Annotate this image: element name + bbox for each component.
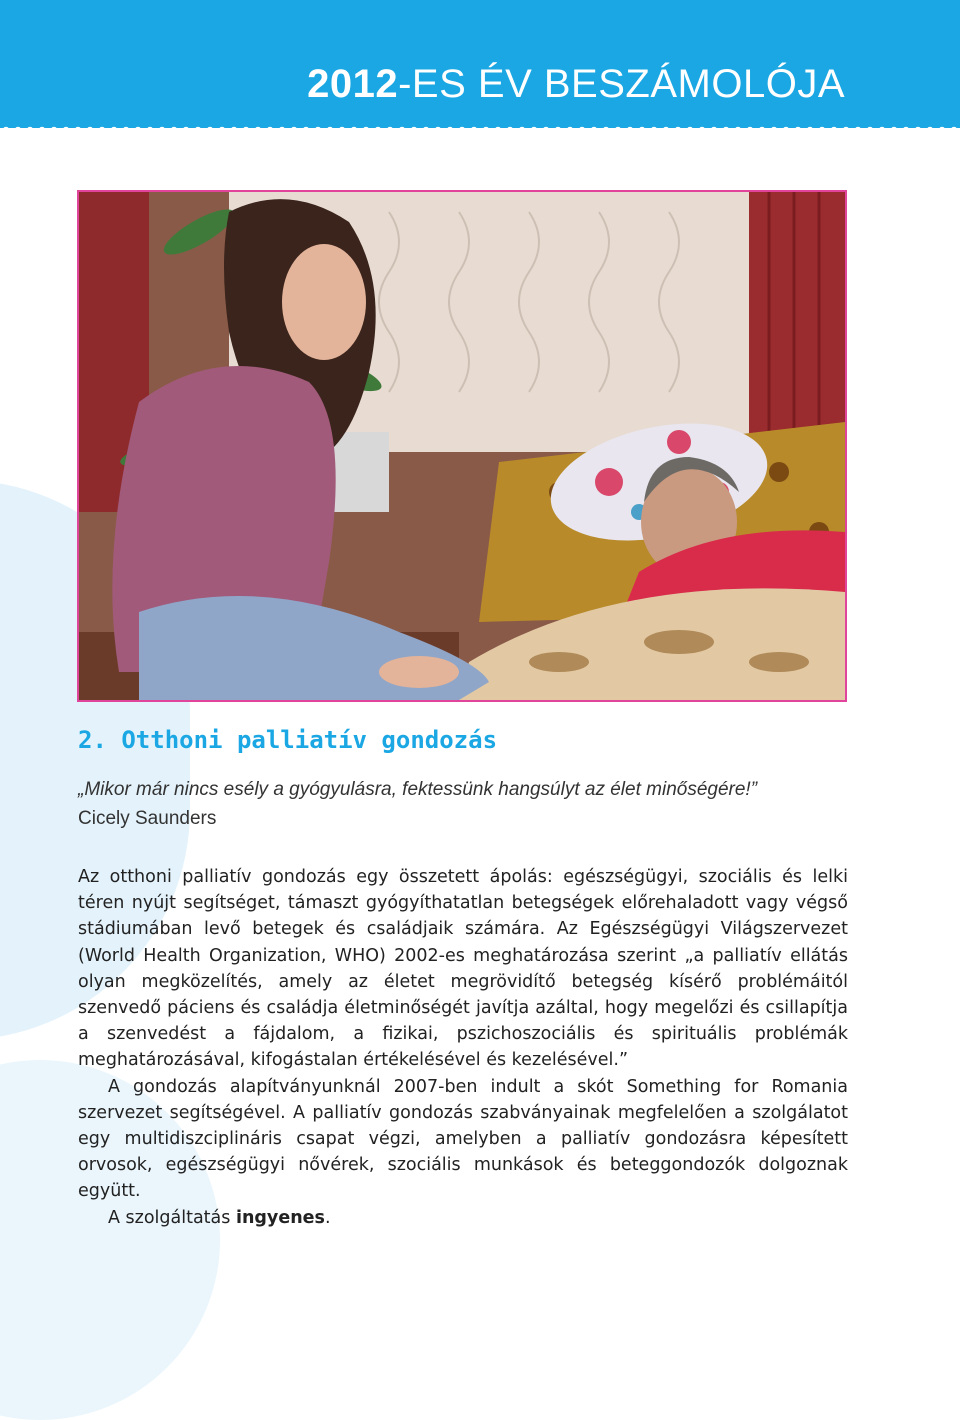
quote-author: Cicely Saunders — [78, 808, 217, 829]
paragraph: A szolgáltatás ingyenes. — [108, 1207, 331, 1228]
photo-illustration — [79, 192, 845, 700]
emphasis-free: ingyenes — [235, 1207, 325, 1228]
photo-image — [77, 190, 847, 702]
section-title: 2. Otthoni palliatív gondozás — [78, 726, 498, 754]
page-header — [0, 0, 960, 128]
quote-text: „Mikor már nincs esély a gyógyulásra, fektessünk hangsúlyt az élet minőségére!” — [78, 779, 758, 800]
paragraph: Az otthoni palliatív gondozás egy összetett ápolás: egészségügyi, szociális és lelki téren nyújt segítséget, támaszt gyógyíthatatlan betegségek előrehaladott vagy végső stádiumában levő betegek és családjaik számára. Az Egészségügyi Világszervezet (World Health Organization, WHO) 2002-es meghatározása szerint „a palliatív ellátás olyan megközelítés, amely az életet megrövidítő betegség kísérő problémáitól szenvedő páciens és családja életminőségét javítja azáltal, hogy megelőzi és csillapítja a szenvedést a fájdalom, a fizikai, pszichoszociális és spirituális problémák meghatározásával, kifogástalan értékelésével és kezelésével.” — [78, 867, 848, 1071]
body-text — [78, 864, 848, 1231]
page-title: 2012-ES ÉV BESZÁMOLÓJA — [307, 62, 845, 106]
paragraph: A gondozás alapítványunknál 2007-ben indult a skót Something for Romania szervezet segítségével. A palliatív gondozás szabványainak megfelelően a szolgálatot egy multidiszciplináris csapat végzi, amelyben a palliatív gondozásra képesített orvosok, egészségügyi nővérek, szociális munkások és beteggondozók dolgoznak együtt. — [78, 1076, 848, 1202]
header-dotted-border — [0, 124, 960, 136]
